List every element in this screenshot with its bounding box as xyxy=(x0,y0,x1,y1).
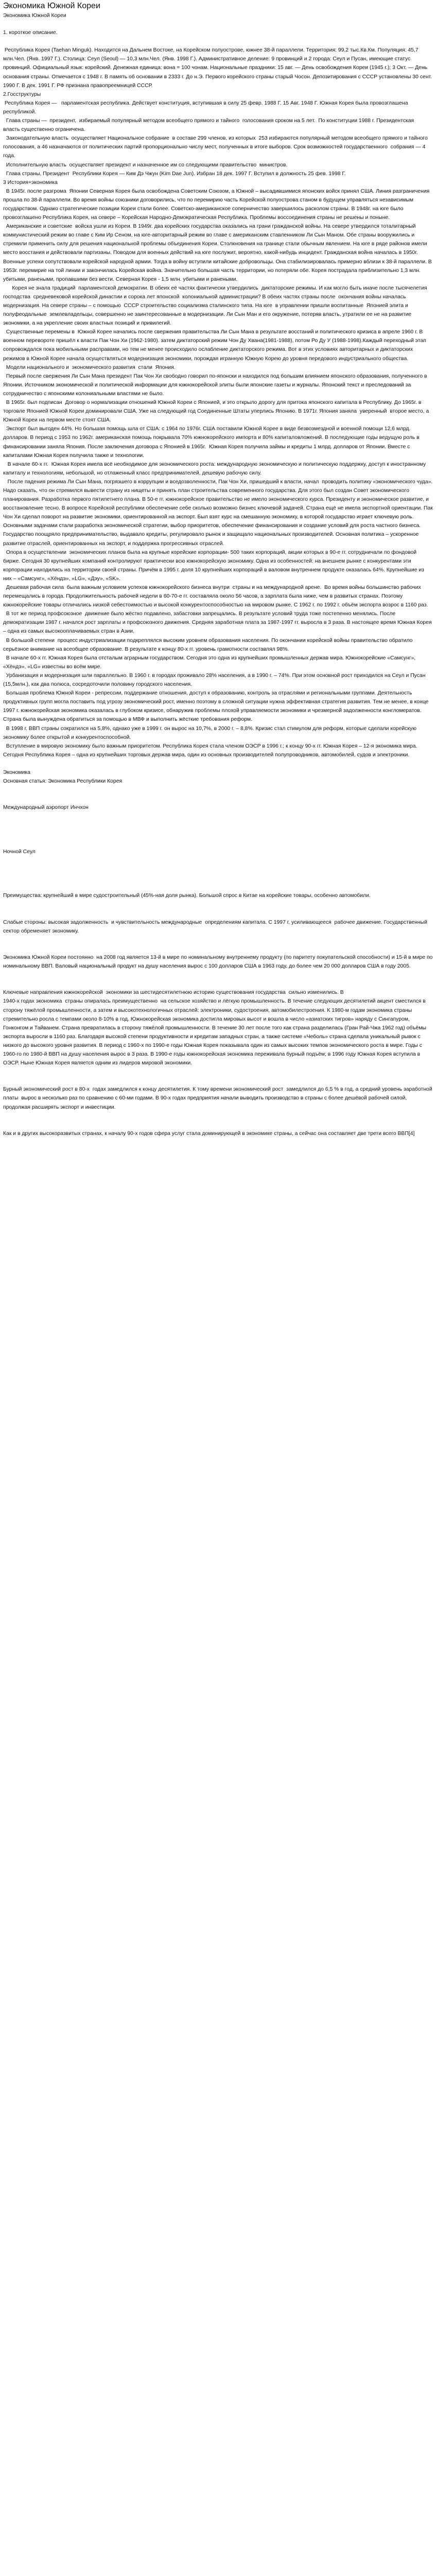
section-label: Экономика xyxy=(3,769,30,775)
paragraph: Республика Корея — парламентская республика. Действует конституция, вступившая в силу 25 февр. 1988 Г. 15 Авг. 1948 Г. Южная Корея была провозглашена республикой. xyxy=(3,100,410,115)
paragraph: Большая проблема Южной Кореи - репрессии, поддержание отношения, доступ к образованию, контроль за отраслями и региональными группами. Деятельность продуктивных групп могла поставить под угрозу экономический рост, именно поэтому в сложной ситуации нужна эффективная стратегия развития. Тем не менее, в конце 1997 г. южнокорейская экономика оказалась в глубоком кризисе, обнаружив проблемы плохой управляемости экономики и чрезмерной задолженности конгломератов. Страна была вынуждена обратиться за помощью в МВФ и выполнить жёсткие требования реформ. xyxy=(3,690,430,723)
paragraph: Как и в других высокоразвитых странах, к началу 90-х годов сфера услуг стала доминирующей в экономике страны, а сейчас она составляет две трети всего ВВП[4] xyxy=(3,1130,415,1137)
section-label: 2.Госструктуры xyxy=(3,91,41,97)
paragraph: Законодательную власть осуществляет Национальное собрание в составе 299 членов, из которых 253 избираются популярный методом всеобщего прямого и тайного голосования, а 46 назначаются от политических партий пропорционально числу мест, полученных в итоге выборов. Срок возможностей государственного собрания — 4 года. xyxy=(3,135,431,159)
paragraph: Бурный экономический рост в 80-х годах замедлился к концу десятилетия. К тому времени экономический рост замедлился до 6,5 % в год, а средний уровень заработной платы вырос в несколько раз по сравнению с 60-ми годами. В 90-х годах предприятия начали выводить производство в страны с более дешёвой рабочей силой, продолжая расширять экспорт и инвестиции. xyxy=(3,1087,434,1110)
blank-line xyxy=(3,830,433,839)
article-body xyxy=(3,28,433,1138)
paragraph: В начале 60-х гг. Южная Корея имела всё необходимое для экономического роста: международную экономическую и политическую поддержку, доступ к иностранному капиталу и технологиям, небольшой, но отлаженный класс предпринимателей, дешевую рабочую силу. xyxy=(3,461,428,476)
blank-line xyxy=(3,812,433,821)
page-subtitle: Экономика Южной Кореи xyxy=(3,13,66,19)
blank-line xyxy=(3,909,433,918)
blank-line xyxy=(3,1112,433,1121)
main-article-link[interactable]: Основная статья: Экономика Республики Корея xyxy=(3,778,123,785)
paragraph: Дешевая рабочая сила была важным условием успехов южнокорейского бизнеса внутри страны и на международной арене. Во время войны большинство рабочих перемещались в города. Продолжительность рабочей недели в 60-70-е гг. составляла около 56 часов, а зарплата была ниже, чем в развитых странах. Поэтому южнокорейские товары отличались низкой себестоимостью и высокой конкурентоспособностью на мировом рынке. С 1962 г. по 1992 г. объём экспорта возрос в 1160 раз. xyxy=(3,585,428,608)
paragraph: Существенные перемены в Южной Корее начались после свержения правительства Ли Сын Мана в результате восстаний и политического кризиса в апреле 1960 г. В военном перевороте пришёл к власти Пак Чон Хи (1962-1980). затем диктаторский режим Чон Ду Хвана(1981-1988), потом Ро Ду У (1988-1998).Каждый переходный этап сопровождался пока мобильными расправами, но тем не менее происходило ослабление диктаторского режима. Вот в этих условиях авторитарных и диктаторских режимов в Южной Корее начала осуществляться модернизация экономики, порождая игранную Южную Корею до уровня передового индустриального общества. xyxy=(3,329,428,362)
blank-line xyxy=(3,786,433,794)
document-page xyxy=(0,0,436,1138)
paragraph: Глава страны — президент, избираемый популярный методом всеобщего прямого и тайного голосования сроком на 5 лет. По конституции 1988 г. Президентская власть существенно ограничена. xyxy=(3,118,417,133)
blank-line xyxy=(3,1067,433,1076)
paragraph: Ключевые направления южнокорейской экономики за шестидесятилетнюю историю существования государства сильно изменились. В xyxy=(3,990,344,996)
paragraph: Исполнительную власть осуществляет президент и назначенное им со следующими правительство министров. xyxy=(3,162,288,168)
paragraph: Вступление в мировую экономику было важным приоритетом. Республика Корея стала членом ОЭСР в 1996 г.; к концу 90-х гг. Южная Корея – 12-я экономика мира. Сегодня Республика Корея – одна из крупнейших торговых держав мира, один из основных производителей полупроводников, автомобилей, судов и электроники. xyxy=(3,743,419,758)
paragraph: В тот же период профсоюзное движение было жёстко подавлено, забастовки запрещались. В результате условий труда тоже постепенно менялись. После демократизации 1987 г. начался рост зарплаты и профсоюзного движения. Средняя заработная плата за 1987-1997 гг. выросла в 3 раза. В настоящее время Южная Корея – одна из самых высокооплачиваемых стран в Азии. xyxy=(3,611,433,635)
blank-line xyxy=(3,759,433,768)
paragraph: Американские и советские войска ушли из Кореи. В 1949г. два корейских государства оказались на грани гражданской войны. На севере утвердился тоталитарный коммунистический режим во главе с Ким Ир Сеном, на юге-авторитарный режим во главе с американским ставленником Ли Сын Маном. Обе страны вооружились и стремили применить силу для решения национальной проблемы объединения Кореи. Столкновения на границе стали обычным явлением. На юге в ряде районов имели место восстания и действовали партизаны. Поводом для военных действий на юге послужит, вероятно, какой-нибудь инцидент. Гражданская война началась в 1950г. Военные успехи сопутствовали корейской народной армии. Тогда в войну вступили китайские добровольцы. Она стабилизировалась примерно вблизи к 38-й параллели. В 1953г. перемирие на той линии и закончилась Корейская война. Значительно большая часть территории, но потеряли обе. Корея пострадала приблизительно 1,3 млн. убитыми, ранеными, пропавшими без вести. Северная Корея - 1,5 млн. убитыми и ранеными. xyxy=(3,224,433,282)
blank-line xyxy=(3,971,433,979)
blank-line xyxy=(3,936,433,944)
blank-line xyxy=(3,979,433,988)
paragraph: Преимущества: крупнейший в мире судостроительный (45%-ная доля рынка). Большой спрос в Китае на корейские товары, особенно автомобили. xyxy=(3,893,371,899)
paragraph: В большой степени процесс индустриализации подкреплялся высоким уровнем образования населения. По окончании корейской войны правительство обратило серьёзное внимание на всеобщее образование. В результате к концу 80-х гг. уровень грамотности составлял 98%. xyxy=(3,637,414,652)
paragraph: 1940-х годах экономика страны опиралась преимущественно на сельское хозяйство и лёгкую промышленность. В течение следующих десятилетий акцент сместился в сторону тяжёлой промышленности, а затем и высокотехнологичных отраслей: электроники, судостроения, автомобилестроения. К 1980-м годам экономика страны стремительно росла с темпами около 8-10% в год. Южнокорейская экономика достигла мировых высот и вошла в число «азиатских тигров» наряду с Сингапуром, Гонконгом и Тайванем. Страна превратилась в сторону тяжёлой промышленности. В течение 30 лет после того как страна разделилась (Гран Рай-Чжа 1962 год) объёмы экспорта выросли в 1160 раз. Благодаря высокой степени продуктивности и кредитам западных стран, а также системе «Чеболь» страна сделала уникальный рывок с низкого до высокого уровня развития. В период с 1960-х по 1990-е годы Южная Корея показывала один из самых высоких темпов экономического роста в мире. Годы с 1960-го по 1980-й ВВП на душу населения вырос в 3 раза. В 1990-е годы южнокорейская экономика переживала бурный подъём; в 1996 году Южная Корея вступила в ОЭСР. Ныне Южная Корея является одним из лидеров мировой экономики. xyxy=(3,998,428,1066)
blank-line xyxy=(3,37,433,46)
section-label: Ночной Сеул xyxy=(3,849,36,855)
blank-line xyxy=(3,944,433,953)
paragraph: В 1965г. был подписан Договор о нормализации отношений Южной Кореи с Японией, и это открыло дорогу для притока японского капитала в Республику. До 1965г. в торговле Японией Южной Кореи доминировали США. Уже на следующий год Соединенные Штаты уперлись Японию. В 1971г. Япония заняла уверенный второе место, а Южной Кореи на первом месте стоят США. xyxy=(3,400,431,423)
blank-line xyxy=(3,874,433,883)
paragraph: Корея не знала традиций парламентской демократии. В обеих её частях фактически утвердились диктаторские режимы. И как могло быть иначе после тысячелетия господства средневековой корейской династии и сорока лет японской колониальной администрации? В обеих частях страны после окончания войны началась модернизация. На севере страны – с помощью СССР строительство социализма сталинского типа. На юге в управлении пришли воспитанные Японией элита и полуфеодальные землевладельцы, совершенно не заинтересованные в модернизации. Ли Сын Ман и его окружение, потеряв власть, утратили ее не на развитие экономики, а на укрепление своих властных позиций и привилегий. xyxy=(3,285,429,327)
paragraph: Модели национального и экономического развития стали Япония. xyxy=(3,364,176,370)
section-label: 3 История+экономика xyxy=(3,179,58,185)
blank-line xyxy=(3,900,433,909)
paragraph: Урбанизация и модернизация шли параллельно. В 1960 г. в городах проживало 28% населения, а в 1990 г. – 74%. При этом основной рост приходился на Сеул и Пусан (15,5млн.), как два полюса, сосредоточили половину городского населения. xyxy=(3,672,427,688)
blank-line xyxy=(3,1076,433,1085)
blank-line xyxy=(3,865,433,874)
paragraph: В 1945г. после разгрома Японии Северная Корея была освобождена Советским Союзом, а Южной – высадившимися японских войск принял США. Линия разграничения прошла по 38-й параллели. Во время войны союзники договорились, что по перемирию часть Корейской полуострова станом в будущем управляться независимым государством. Однако стратегические позиции Кореи стали более. Советско-американское соперничество завершилось расколом страны. В 1948г. на юге было провозглашено Республика Корея, на севере – Корейская Народно-Демократическая Республика. Проблемы воссоединения страны не решены и поныне. xyxy=(3,188,431,221)
blank-line xyxy=(3,794,433,803)
paragraph: Экспорт был выгоден 44%. Но большая помощь шла от США: с 1964 по 1976г. США поставили Южной Корее в виде безвозмездной и военной помощи 12,6 млрд. долларов. В период с 1953 по 1962г. американская помощь покрывала 70% южнокорейского импорта и 80% капиталовложений. В последующие годы ведущую роль в финансировании заняла Япония. После заключения договора с Японией в 1965г. Южная Корея получила займы и кредиты 1 млрд. долларов от Японии. Вместе с капиталами Южная Корея получила также и технологии. xyxy=(3,426,421,459)
paragraph: Слабые стороны: высокая задолженность и чувствительность международные определениям капитала. С 1997 г. усиливающееся рабочее движение. Государственный сектор обременяет экономику. xyxy=(3,919,430,934)
section-label: 1. короткое описание. xyxy=(3,30,58,36)
paragraph: Республика Корея (Taehan Minguk). Находится на Дальнем Востоке, на Корейском полуострове, южнее 38-й параллели. Территория: 99,2 тыс.Кв.Км. Популяция: 45,7 млн.Чел. (Янв. 1997 Г.). Столица: Сеул (Seoul) — 10,3 млн.Чел. (Янв. 1998 Г.). Административное деление: 9 провинций и 2 города: Сеул и Пусан, имеющие статус провинций. Официальный язык: корейский. Денежная единица: вона = 100 чонам. Национальные праздники: 15 авг. — День освобождения Кореи (1945 г.); 3 Окт. — День основания страны. Отмечается с 1948 г. В память об основании в 2333 г. До н.Э. Первого корейского страны старый Чосон. Депозитирования с СССР установлены 30 сент. 1990 Г. В дек. 1991 Г. РФ признана правопреемницей СССР. xyxy=(3,47,433,89)
blank-line xyxy=(3,883,433,891)
paragraph: Опора в осуществлении экономических планов была на крупные корейские корпорации- 500 таких корпораций, акции которых в 90-е гг. сотрудничали по фондовой бирже. Сегодня 30 крупнейших компаний контролируют практически всю южнокорейскую экономику. Одна из особенностей: на внешнем рынке с конкурентами эти корпорации находились на территории своей страны. Причём в 1995 г. доля 10 крупнейших корпораций в валовом внутреннем продукте оказалась 64%. Крупнейшие из них – «Самсунг», «Хёндэ», «LG», «Дэу», «SK». xyxy=(3,549,426,582)
paragraph: Первый после свержения Ли Сын Мана президент Пак Чон Хи свободно говорил по-японски и находился под большим влиянием японского образования, полученного в Японии. Источником экономической и политической информации для южнокорейской элиты были японские газеты и журналы. Японский текст и преследований за сотрудничество с японскими колониальными властями не было. xyxy=(3,373,429,397)
paragraph: В начале 60-х гг. Южная Корея была отсталым аграрным государством. Сегодня это одна из крупнейших промышленных держав мира. Южнокорейские «Самсунг», «Хёндэ», «LG» известны во всём мире. xyxy=(3,655,417,670)
blank-line xyxy=(3,1121,433,1129)
page-title: Экономика Южной Кореи xyxy=(3,2,100,10)
paragraph: В 1998 г. ВВП страны сократился на 5,8%, однако уже в 1999 г. он вырос на 10,7%, в 2000 г. – 8,8%. Кризис стал стимулом для реформ, которые сделали корейскую экономику более открытой и конкурентоспособной. xyxy=(3,725,418,740)
blank-line xyxy=(3,821,433,830)
paragraph: Глава страны, Президент Республики Корея — Ким Дэ Чжун (Kim Dae Jun). Избран 18 дек. 1997 Г. Вступил в должность 25 фев. 1998 Г. xyxy=(3,171,346,177)
paragraph: Экономика Южной Кореи постоянно на 2008 год является 13-й в мире по номинальному внутреннему продукту (по паритету покупательской способности) и 15-й в мире по номинальному ВВП. Валовый национальный продукт на душу населения вырос с 100 долларов США в 1963 году, до более чем 20 000 долларов США в году 2005. xyxy=(3,954,434,970)
section-label: Международный аэропорт Инчхон xyxy=(3,805,89,811)
blank-line xyxy=(3,856,433,865)
paragraph: После падения режима Ли Сын Мана, погрязшего в коррупции и вседозволенности, Пак Чон Хи, пришедший к власти, начал проводить политику «экономического чуда». Надо сказать, что он стремился вывести страну из нищеты и принять план строительства современного государства. Для этого был создан Совет экономического планирования. Разработка первого пятилетнего плана. В 50-е гг. южнокорейское правительство не имело экономического курса. Президенту и экономическое развитие, и восстановление тесно. В вопросе Корейской республики обеспечение себе сколько возможно бизнес ключевой задачей. Страна ещё не имела экспортной ориентации. Пак Чон Хи сделал поворот на развитие экономики, ориентированной на экспорт. Был взят курс на смешанную экономику, в которой государство играет ключевую роль. Основными задачами стали разработка экономической стратегии, выбор приоритетов, обеспечение финансирования и создание условий для роста частного бизнеса. Государство поощряло предпринимательство, выдавало кредиты, регулировало рынок и защищало национальных производителей. Основная политика – ускоренное развитие отраслей, ориентированных на экспорт, и поддержка прогрессивных отраслей. xyxy=(3,479,434,547)
blank-line xyxy=(3,839,433,848)
